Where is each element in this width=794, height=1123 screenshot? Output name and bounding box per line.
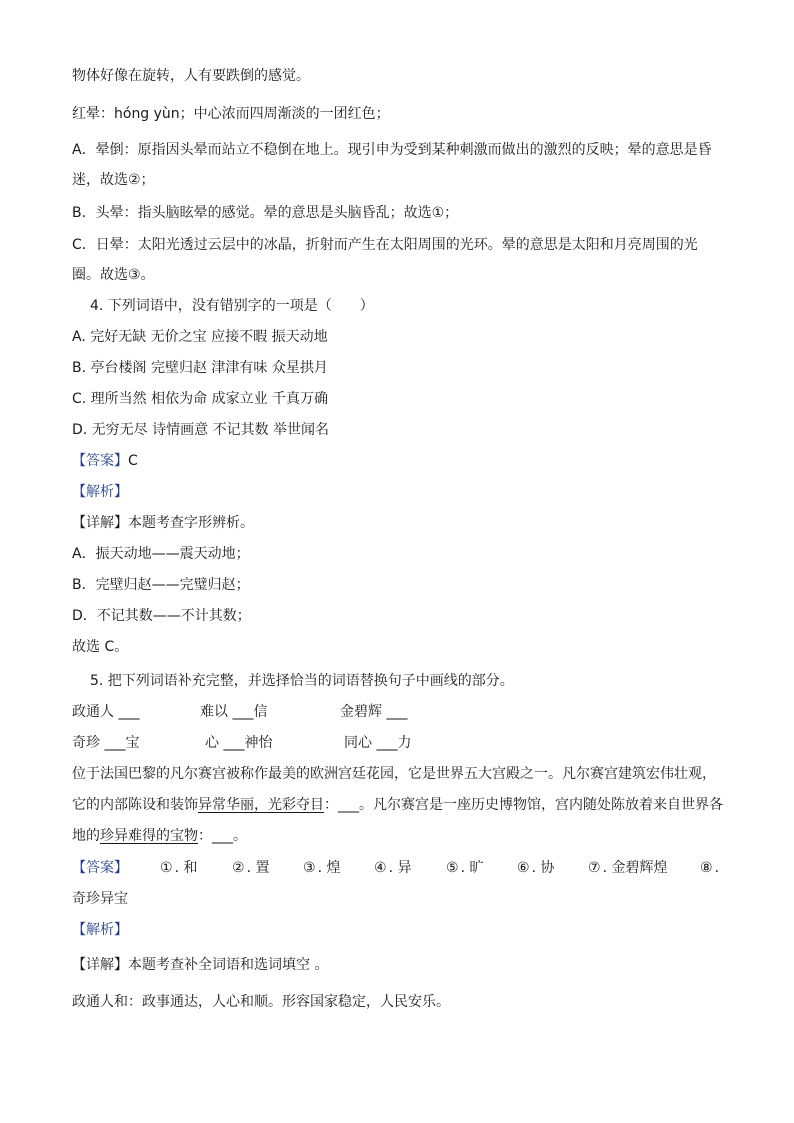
passage-text: 它的内部陈设和装饰 xyxy=(72,797,198,813)
detail-item: A．振天动地——震天动地； xyxy=(72,546,250,562)
circled-number: ① xyxy=(160,860,173,876)
text-line: 圈。故选③。 xyxy=(72,267,155,283)
answer-line xyxy=(72,451,732,471)
text-line: 红晕：hóng yùn；中心浓而四周渐淡的一团红色； xyxy=(72,106,390,122)
text-line: B．头晕：指头脑眩晕的感觉。晕的意思是头脑昏乱；故选①； xyxy=(72,205,459,221)
circled-number: ⑧ xyxy=(700,860,713,876)
circled-number: ⑥ xyxy=(517,860,530,876)
circled-number: ⑦ xyxy=(588,860,601,876)
detail-text: 本题考查字形辨析。 xyxy=(128,515,254,531)
underlined-phrase: 珍异难得的宝物 xyxy=(100,828,198,844)
answer-text: . 置 xyxy=(246,860,270,876)
blank-item: 政通人 ___ xyxy=(72,704,140,720)
answer-label: 【答案】 xyxy=(72,860,128,876)
answer-item xyxy=(517,858,554,878)
text-line: 政通人和：政事通达，人心和顺。形容国家稳定，人民安乐。 xyxy=(72,994,450,1010)
text-line: 物体好像在旋转，人有要跌倒的感觉。 xyxy=(72,68,310,84)
detail-label: 【详解】 xyxy=(72,957,128,973)
answer-label: 【答案】 xyxy=(72,453,128,469)
detail-item: B．完壁归赵——完璧归赵； xyxy=(72,577,250,593)
circled-number: ② xyxy=(232,860,245,876)
option-b: B. 亭台楼阁 完壁归赵 津津有味 众星拱月 xyxy=(72,360,328,376)
detail-line xyxy=(72,955,732,975)
option-c: C. 理所当然 相依为命 成家立业 千真万确 xyxy=(72,391,329,407)
blank-item: 难以 ___信 xyxy=(200,704,268,720)
answer-text: . xyxy=(714,860,720,876)
detail-item: 故选 C。 xyxy=(72,639,129,655)
answer-item xyxy=(588,858,667,878)
answer-item xyxy=(160,858,197,878)
answer-item xyxy=(446,858,483,878)
detail-label: 【详解】 xyxy=(72,515,128,531)
answer-item xyxy=(232,858,269,878)
text-line: C．日晕：太阳光透过云层中的冰晶，折射而产生在太阳周围的光环。晕的意思是太阳和月亮周围的光 xyxy=(72,237,698,253)
circled-number: ⑤ xyxy=(446,860,459,876)
answer-text: . 和 xyxy=(174,860,198,876)
question-5-stem: 5. 把下列词语补充完整，并选择恰当的词语替换句子中画线的部分。 xyxy=(90,673,514,689)
answer-value: C xyxy=(128,453,138,469)
answer-text: . 旷 xyxy=(460,860,484,876)
text-line: A．晕倒：原指因头晕而站立不稳倒在地上。现引申为受到某种刺激而做出的激烈的反映；晕的意思是昏 xyxy=(72,142,712,158)
passage-text: 地的 xyxy=(72,828,100,844)
blank-item: 奇珍 ___宝 xyxy=(72,735,140,751)
circled-number: ③ xyxy=(303,860,316,876)
detail-text: 本题考查补全词语和选词填空 。 xyxy=(128,957,329,973)
answer-text: . 协 xyxy=(531,860,555,876)
passage-text: ：___。 xyxy=(198,828,247,844)
passage-text: ：___。凡尔赛宫是一座历史博物馆，宫内随处陈放着来自世界各 xyxy=(324,797,723,813)
detail-item: D．不记其数——不计其数； xyxy=(72,608,251,624)
answer-continuation: 奇珍异宝 xyxy=(72,891,128,907)
blank-item: 同心 ___力 xyxy=(344,735,412,751)
passage-line xyxy=(72,826,732,846)
circled-number: ④ xyxy=(374,860,387,876)
detail-line xyxy=(72,513,732,533)
answer-item xyxy=(303,858,340,878)
option-d: D. 无穷无尽 诗情画意 不记其数 举世闻名 xyxy=(72,422,330,438)
answer-text: . 煌 xyxy=(317,860,341,876)
question-4-stem: 4. 下列词语中，没有错别字的一项是（ ） xyxy=(90,298,374,314)
answer-item xyxy=(700,858,719,878)
answer-item xyxy=(374,858,411,878)
underlined-phrase: 异常华丽，光彩夺目 xyxy=(198,797,324,813)
analysis-label: 【解析】 xyxy=(72,484,128,500)
text-line: 迷，故选②； xyxy=(72,172,155,188)
analysis-label: 【解析】 xyxy=(72,922,128,938)
passage-line xyxy=(72,795,732,815)
answer-text: . 异 xyxy=(388,860,412,876)
blank-item: 心 ___神怡 xyxy=(205,735,273,751)
option-a: A. 完好无缺 无价之宝 应接不暇 振天动地 xyxy=(72,329,328,345)
blank-item: 金碧辉 ___ xyxy=(340,704,408,720)
passage-line: 位于法国巴黎的凡尔赛宫被称作最美的欧洲宫廷花园，它是世界五大宫殿之一。凡尔赛宫建筑宏伟壮观， xyxy=(72,766,716,782)
answer-text: . 金碧辉煌 xyxy=(602,860,668,876)
